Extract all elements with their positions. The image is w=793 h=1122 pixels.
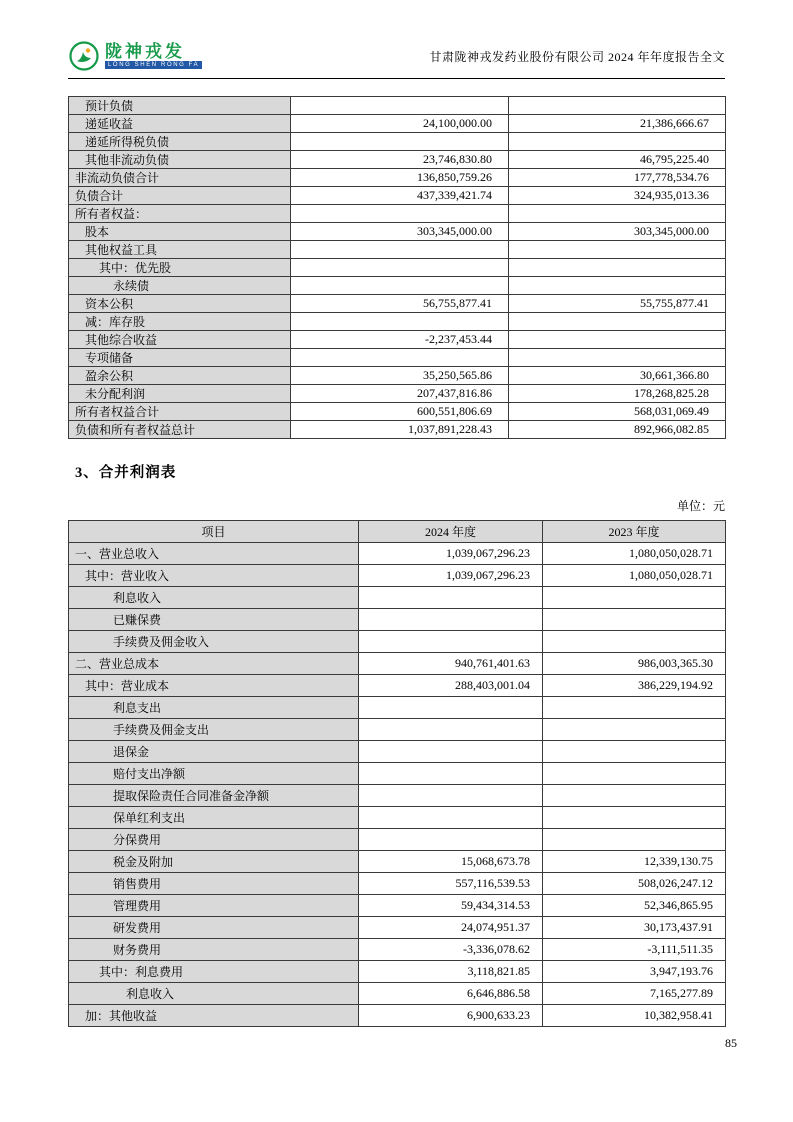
income-value-2024: 288,403,001.04 [359, 675, 543, 697]
income-value-2024 [359, 829, 543, 851]
income-item-label: 税金及附加 [69, 851, 359, 873]
balance-value-2023: 892,966,082.85 [509, 421, 726, 439]
income-value-2023: 7,165,277.89 [543, 983, 726, 1005]
income-row [69, 785, 726, 807]
income-row [69, 851, 726, 873]
income-row [69, 565, 726, 587]
balance-row [69, 367, 726, 385]
balance-item-label: 其他权益工具 [69, 241, 291, 259]
balance-row [69, 277, 726, 295]
income-row [69, 1005, 726, 1027]
income-item-label: 赔付支出净额 [69, 763, 359, 785]
income-row [69, 675, 726, 697]
income-row [69, 895, 726, 917]
balance-item-label: 递延收益 [69, 115, 291, 133]
income-value-2024: -3,336,078.62 [359, 939, 543, 961]
income-row [69, 983, 726, 1005]
balance-value-2024: 437,339,421.74 [291, 187, 509, 205]
income-item-label: 利息收入 [69, 587, 359, 609]
balance-row [69, 241, 726, 259]
balance-value-2023 [509, 241, 726, 259]
balance-value-2024 [291, 241, 509, 259]
income-row [69, 697, 726, 719]
income-value-2024: 15,068,673.78 [359, 851, 543, 873]
balance-item-label: 其中：优先股 [69, 259, 291, 277]
income-value-2023: 52,346,865.95 [543, 895, 726, 917]
balance-value-2023: 30,661,366.80 [509, 367, 726, 385]
balance-value-2023: 568,031,069.49 [509, 403, 726, 421]
balance-value-2024 [291, 205, 509, 223]
income-value-2024: 1,039,067,296.23 [359, 543, 543, 565]
balance-item-label: 股本 [69, 223, 291, 241]
balance-row [69, 187, 726, 205]
income-value-2024 [359, 785, 543, 807]
balance-item-label: 所有者权益合计 [69, 403, 291, 421]
balance-value-2024 [291, 259, 509, 277]
balance-row [69, 403, 726, 421]
balance-row [69, 313, 726, 331]
balance-value-2023 [509, 277, 726, 295]
income-row [69, 719, 726, 741]
balance-row [69, 349, 726, 367]
income-item-label: 财务费用 [69, 939, 359, 961]
income-item-label: 提取保险责任合同准备金净额 [69, 785, 359, 807]
balance-value-2023: 21,386,666.67 [509, 115, 726, 133]
report-title: 甘肃陇神戎发药业股份有限公司 2024 年年度报告全文 [429, 49, 725, 64]
balance-row [69, 205, 726, 223]
balance-item-label: 资本公积 [69, 295, 291, 313]
income-value-2023: 1,080,050,028.71 [543, 565, 726, 587]
balance-row [69, 421, 726, 439]
balance-value-2024: 207,437,816.86 [291, 385, 509, 403]
income-value-2023 [543, 763, 726, 785]
balance-row [69, 151, 726, 169]
income-statement-table [68, 520, 726, 1027]
income-value-2023 [543, 807, 726, 829]
income-value-2023: 10,382,958.41 [543, 1005, 726, 1027]
balance-row [69, 331, 726, 349]
income-item-label: 手续费及佣金支出 [69, 719, 359, 741]
income-value-2024 [359, 741, 543, 763]
income-value-2023 [543, 741, 726, 763]
balance-item-label: 未分配利润 [69, 385, 291, 403]
balance-value-2023 [509, 349, 726, 367]
income-row [69, 939, 726, 961]
logo-text [105, 43, 202, 69]
section-title: 3、合并利润表 [75, 465, 177, 481]
balance-item-label: 非流动负债合计 [69, 169, 291, 187]
income-value-2023 [543, 697, 726, 719]
balance-value-2024 [291, 313, 509, 331]
income-row [69, 917, 726, 939]
income-item-label: 已赚保费 [69, 609, 359, 631]
income-row [69, 829, 726, 851]
income-row [69, 587, 726, 609]
income-item-label: 利息收入 [69, 983, 359, 1005]
income-item-label: 保单红利支出 [69, 807, 359, 829]
balance-value-2023 [509, 205, 726, 223]
balance-row [69, 169, 726, 187]
income-value-2023: 386,229,194.92 [543, 675, 726, 697]
balance-value-2024: 1,037,891,228.43 [291, 421, 509, 439]
page-number: 85 [725, 1036, 737, 1050]
header-divider [68, 78, 725, 79]
balance-sheet-table [68, 96, 726, 439]
income-value-2023: 508,026,247.12 [543, 873, 726, 895]
income-item-label: 其中：营业成本 [69, 675, 359, 697]
income-table-header-row [69, 521, 726, 543]
income-item-label: 研发费用 [69, 917, 359, 939]
balance-item-label: 预计负债 [69, 97, 291, 115]
balance-value-2023 [509, 259, 726, 277]
income-value-2023 [543, 631, 726, 653]
income-item-label: 销售费用 [69, 873, 359, 895]
balance-item-label: 负债和所有者权益总计 [69, 421, 291, 439]
income-value-2023 [543, 785, 726, 807]
balance-row [69, 115, 726, 133]
balance-value-2024: 303,345,000.00 [291, 223, 509, 241]
income-value-2024 [359, 697, 543, 719]
income-header-2024: 2024 年度 [359, 521, 543, 543]
balance-value-2023 [509, 313, 726, 331]
income-item-label: 管理费用 [69, 895, 359, 917]
income-value-2024 [359, 763, 543, 785]
balance-value-2023 [509, 133, 726, 151]
balance-value-2023: 324,935,013.36 [509, 187, 726, 205]
income-value-2024: 557,116,539.53 [359, 873, 543, 895]
balance-row [69, 295, 726, 313]
income-row [69, 741, 726, 763]
income-item-label: 利息支出 [69, 697, 359, 719]
income-row [69, 763, 726, 785]
income-value-2024 [359, 719, 543, 741]
balance-item-label: 永续债 [69, 277, 291, 295]
balance-value-2023: 303,345,000.00 [509, 223, 726, 241]
balance-item-label: 盈余公积 [69, 367, 291, 385]
income-value-2023 [543, 829, 726, 851]
unit-label: 单位：元 [676, 499, 725, 513]
income-value-2023: 3,947,193.76 [543, 961, 726, 983]
income-value-2024: 6,646,886.58 [359, 983, 543, 1005]
income-item-label: 其中：营业收入 [69, 565, 359, 587]
balance-value-2024: 600,551,806.69 [291, 403, 509, 421]
income-value-2023: 12,339,130.75 [543, 851, 726, 873]
income-value-2024 [359, 807, 543, 829]
balance-row [69, 97, 726, 115]
income-row [69, 631, 726, 653]
balance-value-2023 [509, 331, 726, 349]
balance-value-2024: 136,850,759.26 [291, 169, 509, 187]
balance-row [69, 385, 726, 403]
balance-item-label: 负债合计 [69, 187, 291, 205]
income-value-2024: 6,900,633.23 [359, 1005, 543, 1027]
income-value-2024: 940,761,401.63 [359, 653, 543, 675]
logo-company-name: 陇神戎发 [105, 41, 185, 61]
income-value-2023: -3,111,511.35 [543, 939, 726, 961]
income-item-label: 手续费及佣金收入 [69, 631, 359, 653]
income-item-label: 退保金 [69, 741, 359, 763]
balance-value-2024 [291, 349, 509, 367]
income-value-2023 [543, 609, 726, 631]
balance-item-label: 专项储备 [69, 349, 291, 367]
balance-item-label: 其他综合收益 [69, 331, 291, 349]
income-row [69, 609, 726, 631]
income-value-2024: 59,434,314.53 [359, 895, 543, 917]
income-item-label: 一、营业总收入 [69, 543, 359, 565]
balance-value-2024: 23,746,830.80 [291, 151, 509, 169]
balance-value-2024: 24,100,000.00 [291, 115, 509, 133]
balance-value-2024 [291, 277, 509, 295]
income-row [69, 961, 726, 983]
balance-item-label: 减：库存股 [69, 313, 291, 331]
balance-value-2024: 56,755,877.41 [291, 295, 509, 313]
income-header-2023: 2023 年度 [543, 521, 726, 543]
income-item-label: 加：其他收益 [69, 1005, 359, 1027]
income-value-2023: 1,080,050,028.71 [543, 543, 726, 565]
company-logo [68, 40, 202, 72]
income-value-2024 [359, 587, 543, 609]
balance-value-2023: 55,755,877.41 [509, 295, 726, 313]
income-header-item: 项目 [69, 521, 359, 543]
balance-row [69, 223, 726, 241]
income-value-2023: 30,173,437.91 [543, 917, 726, 939]
income-value-2023 [543, 587, 726, 609]
income-value-2024 [359, 609, 543, 631]
balance-item-label: 所有者权益： [69, 205, 291, 223]
income-value-2024: 24,074,951.37 [359, 917, 543, 939]
income-item-label: 其中：利息费用 [69, 961, 359, 983]
logo-icon [68, 40, 100, 72]
page-header [68, 40, 725, 72]
income-value-2023: 986,003,365.30 [543, 653, 726, 675]
balance-value-2024: -2,237,453.44 [291, 331, 509, 349]
balance-value-2024 [291, 133, 509, 151]
balance-row [69, 133, 726, 151]
income-value-2023 [543, 719, 726, 741]
income-value-2024: 3,118,821.85 [359, 961, 543, 983]
balance-value-2023: 46,795,225.40 [509, 151, 726, 169]
balance-value-2023: 178,268,825.28 [509, 385, 726, 403]
logo-company-name-en: LONG SHEN RONG FA [105, 61, 202, 70]
balance-row [69, 259, 726, 277]
income-item-label: 分保费用 [69, 829, 359, 851]
balance-value-2024: 35,250,565.86 [291, 367, 509, 385]
balance-value-2023: 177,778,534.76 [509, 169, 726, 187]
income-item-label: 二、营业总成本 [69, 653, 359, 675]
balance-value-2023 [509, 97, 726, 115]
income-row [69, 873, 726, 895]
income-value-2024: 1,039,067,296.23 [359, 565, 543, 587]
income-row [69, 543, 726, 565]
income-row [69, 653, 726, 675]
balance-item-label: 递延所得税负债 [69, 133, 291, 151]
balance-item-label: 其他非流动负债 [69, 151, 291, 169]
income-value-2024 [359, 631, 543, 653]
income-row [69, 807, 726, 829]
balance-value-2024 [291, 97, 509, 115]
